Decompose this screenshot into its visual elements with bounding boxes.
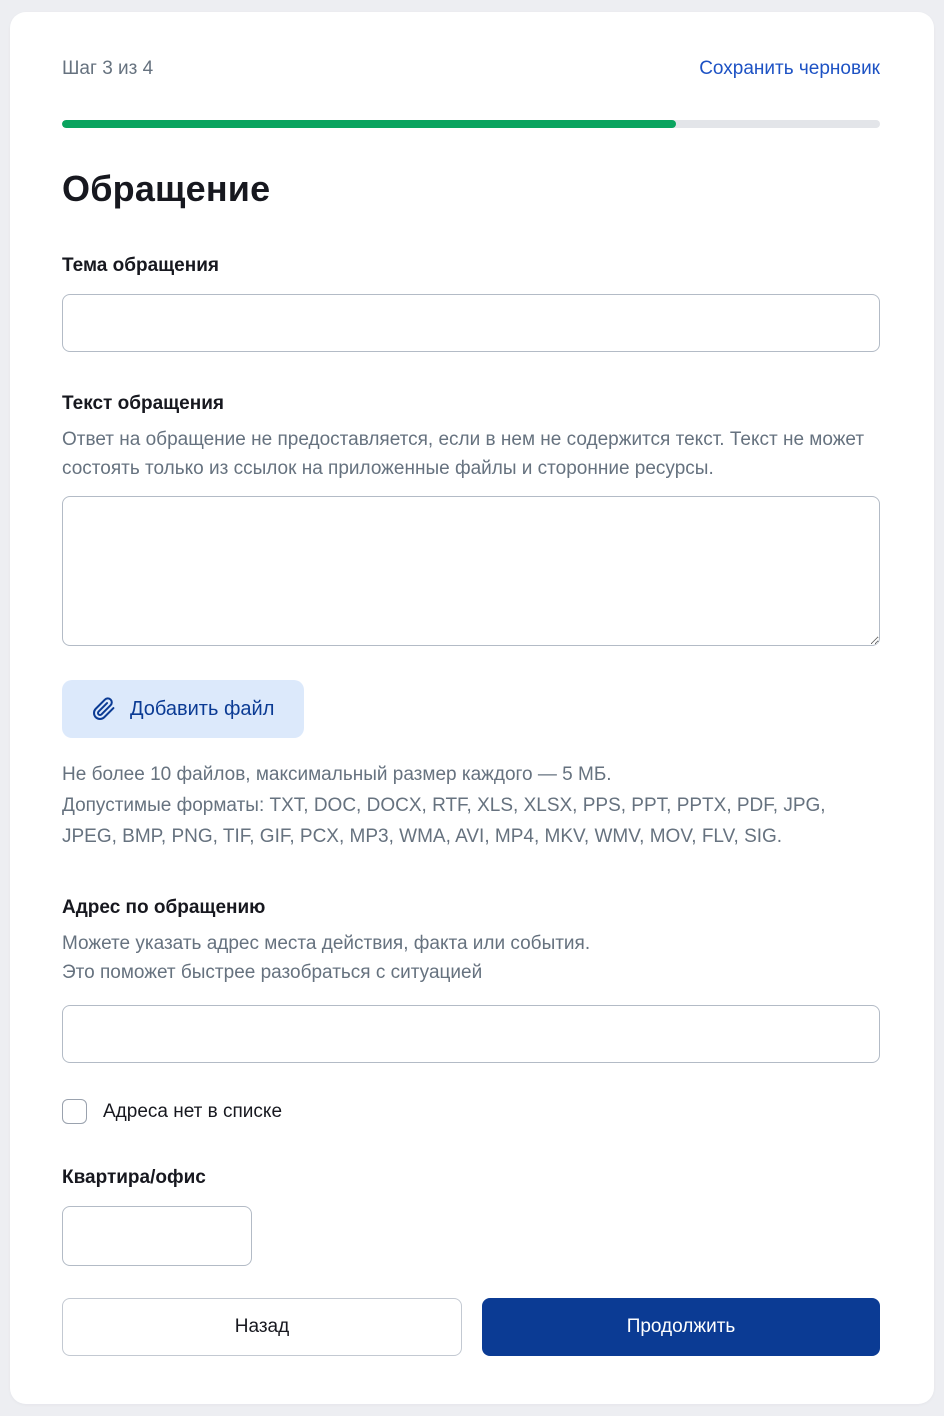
page-title: Обращение (62, 168, 271, 209)
address-label: Адрес по обращению (62, 897, 266, 918)
attach-hint-formats: Допустимые форматы: TXT, DOC, DOCX, RTF, XLS, XLSX, PPS, PPT, PPTX, PDF, JPG, JPEG, BMP, PNG, TIF, GIF, PCX, MP3, WMA, AVI, MP4, MKV, WMV, MOV, FLV, SIG. (62, 795, 826, 847)
address-input[interactable] (62, 1005, 880, 1063)
progress-bar-fill (62, 120, 676, 128)
step-indicator: Шаг 3 из 4 (62, 58, 154, 79)
topic-label: Тема обращения (62, 255, 219, 276)
apartment-label: Квартира/офис (62, 1167, 206, 1188)
attach-hint-limits: Не более 10 файлов, максимальный размер каждого — 5 МБ. (62, 764, 612, 785)
address-hint-line1: Можете указать адрес места действия, факта или события. (62, 933, 591, 954)
back-button[interactable]: Назад (62, 1298, 462, 1356)
text-textarea[interactable] (62, 496, 880, 646)
add-file-button[interactable] (62, 680, 304, 738)
address-not-listed-label: Адреса нет в списке (103, 1100, 283, 1122)
save-draft-link[interactable]: Сохранить черновик (699, 58, 880, 79)
add-file-button-label: Добавить файл (130, 697, 275, 720)
text-hint: Ответ на обращение не предоставляется, если в нем не содержится текст. Текст не может состоять только из ссылок на приложенные файлы и сторонние ресурсы. (62, 429, 865, 479)
footer-buttons (62, 1298, 880, 1356)
text-label: Текст обращения (62, 393, 224, 414)
apartment-input[interactable] (62, 1206, 252, 1266)
address-not-listed-row[interactable] (62, 1099, 880, 1124)
paperclip-icon (92, 697, 116, 721)
form-card (10, 12, 934, 1404)
continue-button[interactable]: Продолжить (482, 1298, 880, 1356)
address-hint (62, 929, 880, 987)
topbar (62, 56, 880, 82)
topic-input[interactable] (62, 294, 880, 352)
address-not-listed-checkbox[interactable] (62, 1099, 87, 1124)
address-hint-line2: Это поможет быстрее разобраться с ситуацией (62, 962, 483, 983)
attach-hints (62, 759, 880, 852)
progress-bar (62, 120, 880, 128)
